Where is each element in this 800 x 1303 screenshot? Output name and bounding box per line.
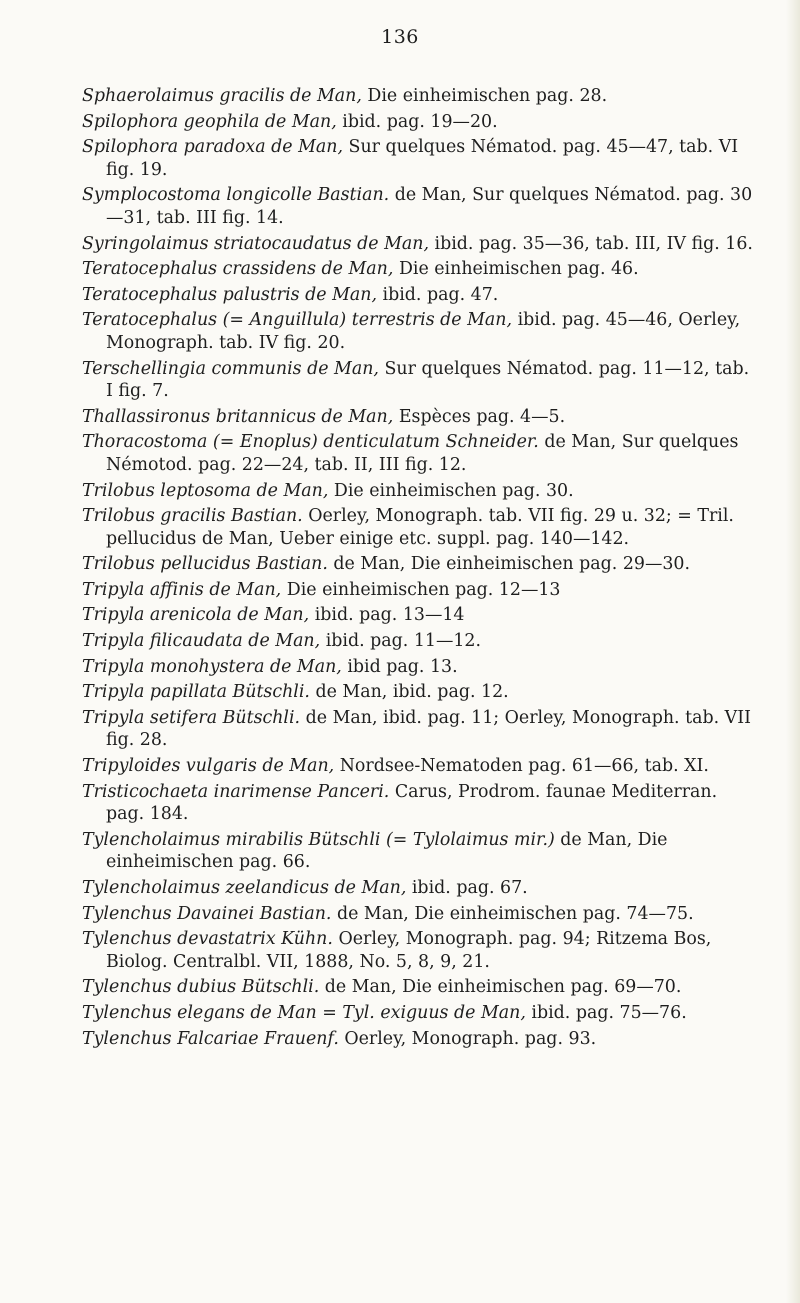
species-name: Tripyloides vulgaris de Man, bbox=[82, 756, 335, 777]
reference-text: ibid. pag. 13—14 bbox=[314, 605, 465, 626]
species-name: Tylenchus devastatrix Kühn. bbox=[82, 929, 333, 950]
list-item bbox=[82, 184, 754, 229]
list-item bbox=[82, 630, 754, 653]
list-item bbox=[82, 579, 754, 602]
species-name: Tylencholaimus zeelandicus de Man, bbox=[82, 878, 407, 898]
reference-text: Sur quelques Nématod. pag. 11—12, tab. I fig. 7. bbox=[106, 358, 750, 402]
species-name: Tripyla filicaudata de Man, bbox=[82, 631, 321, 652]
list-item bbox=[82, 111, 754, 134]
reference-text: de Man, Sur quelques Nématod. pag. 30—31, tab. III fig. 14. bbox=[106, 185, 753, 228]
reference-text: ibid. pag. 35—36, tab. III, IV fig. 16. bbox=[434, 233, 753, 254]
species-name: Symplocostoma longicolle Bastian. bbox=[82, 185, 390, 206]
reference-text: Sur quelques Nématod. pag. 45—47, tab. VI fig. 19. bbox=[106, 137, 739, 180]
list-item bbox=[82, 233, 754, 256]
reference-text: de Man, Die einheimischen pag. 29—30. bbox=[333, 554, 691, 575]
species-name: Trilobus leptosoma de Man, bbox=[82, 480, 329, 501]
list-item bbox=[82, 1002, 754, 1025]
list-item bbox=[82, 553, 754, 576]
reference-text: Die einheimischen pag. 28. bbox=[367, 86, 608, 106]
species-name: Tylenchus dubius Bütschli. bbox=[82, 977, 320, 998]
species-name: Thoracostoma (= Enoplus) denticulatum Schneider. bbox=[82, 432, 539, 453]
species-name: Syringolaimus striatocaudatus de Man, bbox=[82, 233, 429, 254]
list-item bbox=[82, 903, 754, 926]
list-item bbox=[82, 976, 754, 999]
list-item bbox=[82, 656, 754, 679]
reference-text: ibid pag. 13. bbox=[347, 656, 458, 677]
reference-text: de Man, Die einheimischen pag. 66. bbox=[106, 829, 668, 873]
list-item bbox=[82, 755, 754, 778]
reference-text: Espèces pag. 4—5. bbox=[398, 406, 566, 427]
species-name: Tylenchus Falcariae Frauenf. bbox=[82, 1028, 339, 1049]
reference-text: de Man, ibid. pag. 11; Oerley, Monograph. tab. VII fig. 28. bbox=[106, 707, 751, 751]
reference-text: ibid. pag. 47. bbox=[382, 284, 499, 305]
reference-text: de Man, Sur quelques Némotod. pag. 22—24, tab. II, III fig. 12. bbox=[106, 432, 739, 475]
list-item bbox=[82, 136, 754, 181]
page-edge-shadow bbox=[786, 0, 800, 1303]
species-name: Tripyla setifera Bütschli. bbox=[82, 707, 301, 728]
species-name: Tylenchus Davainei Bastian. bbox=[82, 903, 332, 924]
reference-text: Oerley, Monograph. tab. VII fig. 29 u. 32; = Tril. pellucidus de Man, Ueber einige etc. suppl. pag. 140—142. bbox=[106, 506, 734, 549]
species-name: Terschellingia communis de Man, bbox=[82, 358, 379, 379]
list-item bbox=[82, 877, 754, 900]
species-name: Sphaerolaimus gracilis de Man, bbox=[82, 86, 362, 106]
species-name: Tylenchus elegans de Man = Tyl. exiguus de Man, bbox=[82, 1002, 526, 1023]
species-name: Tripyla papillata Bütschli. bbox=[82, 682, 310, 703]
list-item bbox=[82, 781, 754, 826]
list-item bbox=[82, 309, 754, 354]
species-name: Tylencholaimus mirabilis Bütschli (= Tylolaimus mir.) bbox=[82, 829, 555, 850]
list-item bbox=[82, 258, 754, 281]
reference-text: Die einheimischen pag. 46. bbox=[398, 259, 639, 280]
species-name: Thallassironus britannicus de Man, bbox=[82, 406, 394, 427]
list-item bbox=[82, 707, 754, 752]
list-item bbox=[82, 928, 754, 973]
species-name: Teratocephalus (= Anguillula) terrestris de Man, bbox=[82, 310, 513, 331]
list-item bbox=[82, 604, 754, 627]
reference-text: Die einheimischen pag. 12—13 bbox=[286, 579, 561, 600]
species-name: Spilophora paradoxa de Man, bbox=[82, 137, 343, 158]
list-item bbox=[82, 1028, 754, 1051]
species-name: Tripyla monohystera de Man, bbox=[82, 656, 342, 677]
reference-text: ibid. pag. 67. bbox=[411, 878, 528, 898]
reference-text: Carus, Prodrom. faunae Mediterran. pag. 184. bbox=[106, 781, 718, 825]
list-item bbox=[82, 284, 754, 307]
reference-text: ibid. pag. 75—76. bbox=[531, 1002, 687, 1023]
species-name: Spilophora geophila de Man, bbox=[82, 111, 337, 132]
species-name: Trilobus pellucidus Bastian. bbox=[82, 554, 328, 575]
reference-text: de Man, Die einheimischen pag. 74—75. bbox=[336, 903, 694, 924]
species-name: Tristicochaeta inarimense Panceri. bbox=[82, 781, 390, 802]
list-item bbox=[82, 681, 754, 704]
reference-text: Die einheimischen pag. 30. bbox=[333, 480, 574, 501]
list-item bbox=[82, 85, 754, 108]
reference-text: de Man, Die einheimischen pag. 69—70. bbox=[324, 977, 682, 998]
list-item bbox=[82, 480, 754, 503]
reference-text: ibid. pag. 45—46, Oerley, Monograph. tab. IV fig. 20. bbox=[106, 310, 741, 353]
species-name: Teratocephalus palustris de Man, bbox=[82, 284, 377, 305]
reference-text: de Man, ibid. pag. 12. bbox=[315, 682, 509, 703]
species-list bbox=[82, 85, 754, 1053]
list-item bbox=[82, 431, 754, 476]
species-name: Teratocephalus crassidens de Man, bbox=[82, 259, 394, 280]
list-item bbox=[82, 505, 754, 550]
list-item bbox=[82, 829, 754, 874]
reference-text: ibid. pag. 11—12. bbox=[325, 631, 482, 652]
reference-text: Oerley, Monograph. pag. 94; Ritzema Bos, Biolog. Centralbl. VII, 1888, No. 5, 8, 9, 21. bbox=[106, 929, 712, 972]
list-item bbox=[82, 406, 754, 429]
reference-text: Nordsee-Nematoden pag. 61—66, tab. XI. bbox=[339, 756, 709, 777]
reference-text: Oerley, Monograph. pag. 93. bbox=[344, 1028, 597, 1049]
species-name: Tripyla affinis de Man, bbox=[82, 579, 282, 600]
species-name: Trilobus gracilis Bastian. bbox=[82, 506, 303, 527]
list-item bbox=[82, 358, 754, 403]
page-number: 136 bbox=[381, 26, 419, 48]
reference-text: ibid. pag. 19—20. bbox=[342, 111, 498, 132]
species-name: Tripyla arenicola de Man, bbox=[82, 605, 310, 626]
